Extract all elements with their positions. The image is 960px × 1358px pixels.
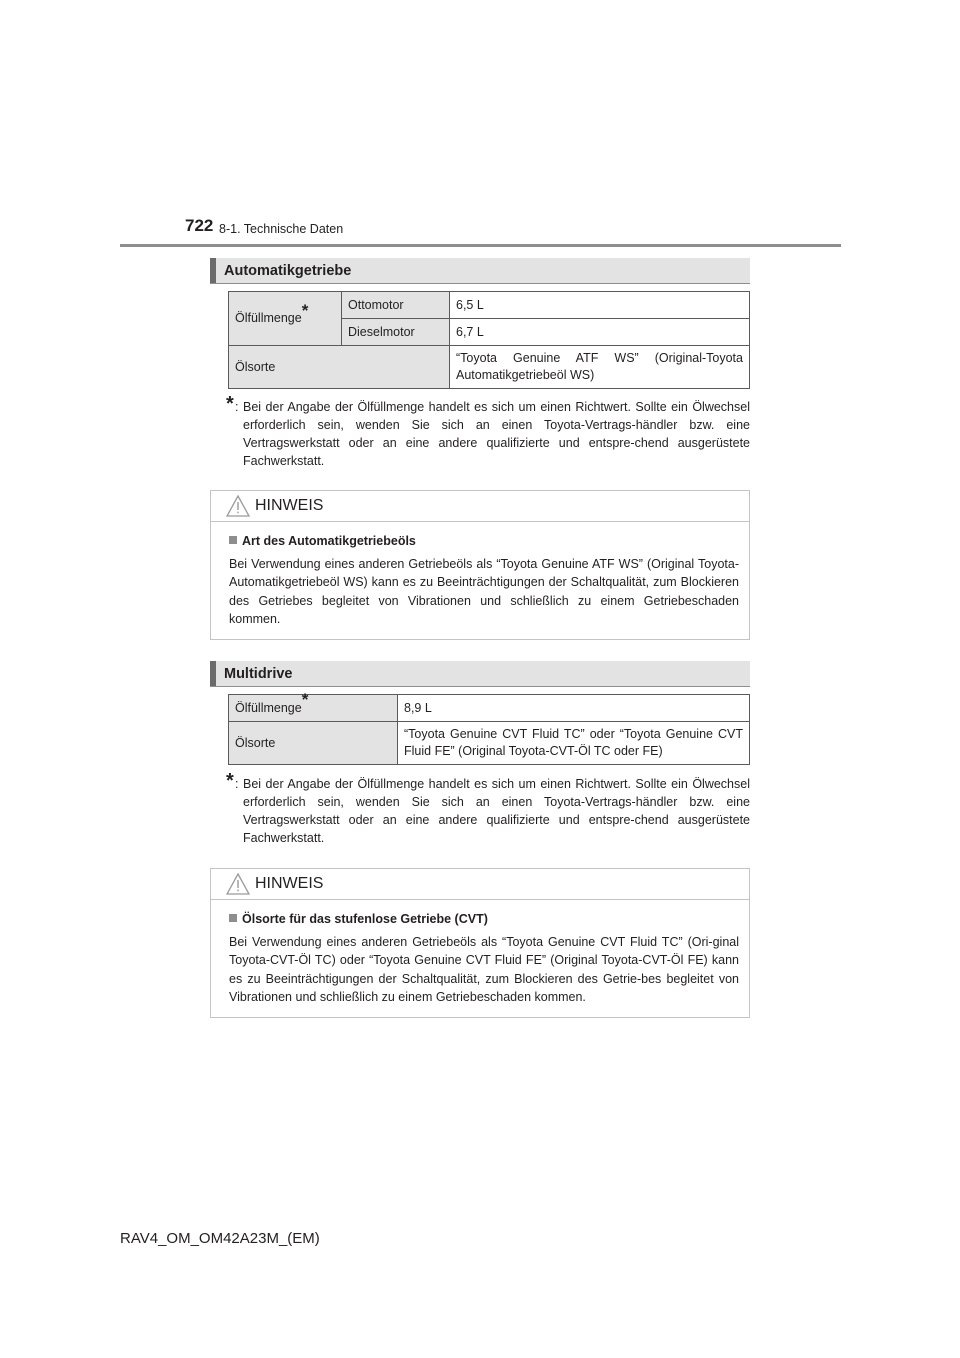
fill-quantity-value: 8,9 L <box>398 695 750 722</box>
header-divider <box>120 244 841 247</box>
multidrive-table <box>228 690 750 765</box>
section-accent <box>210 661 216 686</box>
table-row <box>229 346 750 389</box>
oil-type-label: Ölsorte <box>229 346 450 389</box>
footnote-star: * <box>301 690 309 710</box>
section-accent <box>210 258 216 283</box>
table-row <box>229 292 750 319</box>
engine-type-cell: Ottomotor <box>342 292 450 319</box>
footnote-colon: : <box>235 777 239 791</box>
fill-quantity-label: Ölfüllmenge <box>235 700 302 715</box>
notice-box-cvt <box>210 868 750 1018</box>
section-bar-multidrive <box>210 661 750 687</box>
footnote-star: * <box>301 300 309 320</box>
footnote-automatic <box>226 393 750 470</box>
notice-title: HINWEIS <box>255 497 324 514</box>
section-bar-automatikgetriebe <box>210 258 750 284</box>
chapter-title: 8-1. Technische Daten <box>219 222 344 236</box>
notice-text <box>229 555 739 629</box>
oil-type-value: “Toyota Genuine CVT Fluid TC” oder “Toyota Genuine CVT Fluid FE” (Original Toyota-CVT-Öl TC oder FE) <box>398 722 750 765</box>
notice-paragraph: Bei Verwendung eines anderen Getriebeöls als “Toyota Genuine ATF WS” (Original Toyota-Automatikgetriebeöl WS) kann es zu Beeinträchtigungen der Schaltqualität, zum Blockieren des Getriebes begleitet von Vibrationen und schließlich zu einem Getriebeschaden kommen. <box>229 556 739 626</box>
footnote-text: Bei der Angabe der Ölfüllmenge handelt es sich um einen Richtwert. Sollte ein Ölwechsel erforderlich sein, wenden Sie sich an einen Toyota-Vertrags-händler bzw. eine Vertragswerkstatt oder an eine andere qualifizierte und entspre-chend ausgerüstete Fachwerkstatt. <box>243 777 750 845</box>
notice-header <box>211 491 749 522</box>
square-bullet-icon <box>229 536 237 544</box>
fill-quantity-value: 6,7 L <box>450 319 750 346</box>
table-row <box>229 722 750 765</box>
section-title: Multidrive <box>224 666 293 682</box>
notice-paragraph: Bei Verwendung eines anderen Getriebeöls als “Toyota Genuine CVT Fluid TC” (Ori-ginal Toyota-CVT-Öl TC) oder “Toyota Genuine CVT Fluid FE” (Original Toyota-CVT-Öl FE) kann es zu Beeinträchtigungen der Schaltqualität, zum Blockieren des Getrie-bes begleitet von Vibrationen und schließlich zu einem Getriebeschaden kommen. <box>229 934 739 1004</box>
footnote-mark: * <box>226 393 234 415</box>
fill-quantity-value: 6,5 L <box>450 292 750 319</box>
warning-triangle-icon <box>226 495 250 517</box>
table-row <box>229 695 750 722</box>
notice-body <box>211 900 749 1023</box>
notice-subtitle <box>229 910 739 929</box>
notice-subtitle-text: Art des Automatikgetriebeöls <box>242 534 416 548</box>
notice-box-automatic <box>210 490 750 640</box>
engine-type-cell: Dieselmotor <box>342 319 450 346</box>
section-title: Automatikgetriebe <box>224 263 352 279</box>
page-number: 722 <box>185 216 214 235</box>
notice-header <box>211 869 749 900</box>
fill-quantity-label: Ölfüllmenge <box>235 311 302 325</box>
notice-subtitle-text: Ölsorte für das stufenlose Getriebe (CVT) <box>242 912 488 926</box>
fill-quantity-label-cell <box>229 690 398 722</box>
oil-type-label: Ölsorte <box>229 722 398 765</box>
footnote-mark: * <box>226 770 234 792</box>
warning-triangle-icon <box>226 873 250 895</box>
footnote-multidrive <box>226 770 750 847</box>
footnote-colon: : <box>235 400 239 414</box>
automatic-transmission-table <box>228 291 750 389</box>
footer-code: RAV4_OM_OM42A23M_(EM) <box>120 1230 320 1247</box>
square-bullet-icon <box>229 914 237 922</box>
notice-text <box>229 933 739 1007</box>
notice-title: HINWEIS <box>255 875 324 892</box>
footnote-text: Bei der Angabe der Ölfüllmenge handelt es sich um einen Richtwert. Sollte ein Ölwechsel erforderlich sein, wenden Sie sich an einen Toyota-Vertrags-händler bzw. eine Vertragswerkstatt oder an eine andere qualifizierte und entspre-chend ausgerüstete Fachwerkstatt. <box>243 400 750 468</box>
notice-subtitle <box>229 532 739 551</box>
notice-body <box>211 522 749 645</box>
fill-quantity-label-cell <box>229 292 342 346</box>
oil-type-value: “Toyota Genuine ATF WS” (Original-Toyota Automatikgetriebeöl WS) <box>450 346 750 389</box>
